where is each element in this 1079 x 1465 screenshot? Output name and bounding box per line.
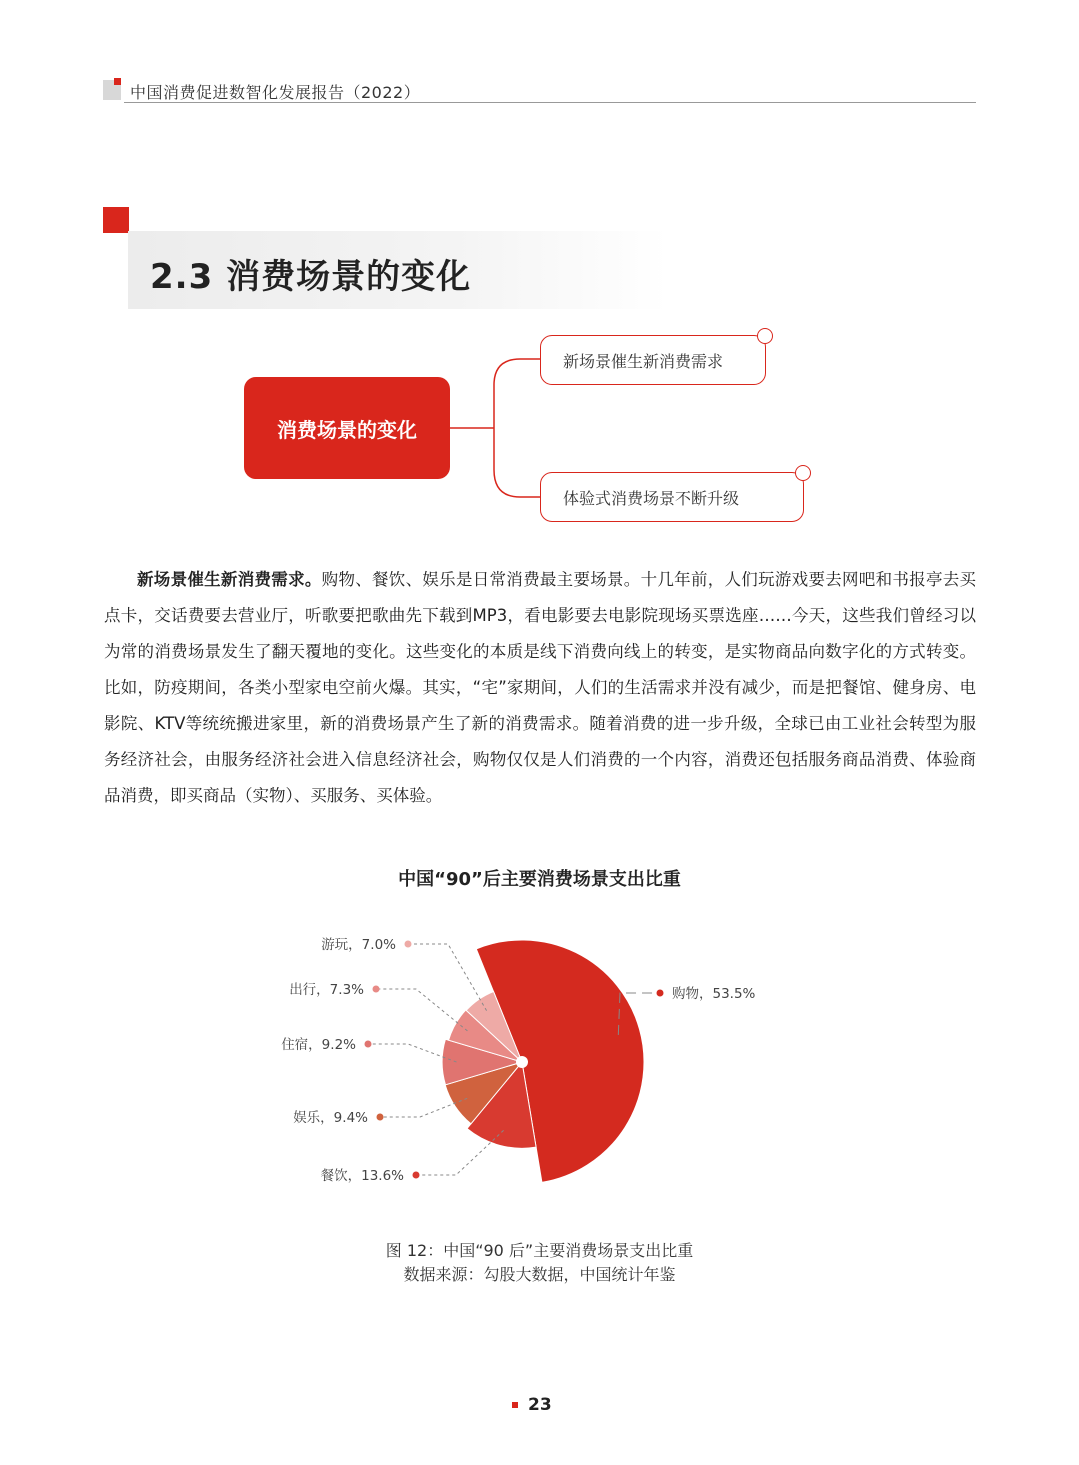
header-title: 中国消费促进数智化发展报告（2022） <box>130 83 421 102</box>
figure-caption: 图 12：中国“90 后”主要消费场景支出比重 <box>385 1241 694 1260</box>
pie-label-dot-住宿 <box>365 1041 372 1048</box>
mindmap-branch-1-label: 新场景催生新消费需求 <box>563 351 724 371</box>
mindmap-branch-2-label: 体验式消费场景不断升级 <box>563 488 740 508</box>
pie-label-dot-购物 <box>657 990 664 997</box>
pie-leader-出行 <box>376 989 467 1031</box>
pie-label-dot-出行 <box>373 986 380 993</box>
pie-label-娱乐: 娱乐，9.4% <box>293 1110 368 1126</box>
pie-label-出行: 出行，7.3% <box>289 982 364 998</box>
pie-label-dot-游玩 <box>405 941 412 948</box>
pie-label-dot-餐饮 <box>413 1172 420 1179</box>
body-lead: 新场景催生新消费需求。 <box>137 570 322 589</box>
pie-center-dot <box>516 1056 528 1068</box>
page-number: 23 <box>528 1395 552 1415</box>
chart-title: 中国“90”后主要消费场景支出比重 <box>398 869 681 890</box>
mindmap-root: 消费场景的变化 <box>244 377 450 479</box>
page-number-mark <box>512 1402 518 1408</box>
pie-leader-游玩 <box>408 944 487 1011</box>
pie-label-游玩: 游玩，7.0% <box>321 937 396 953</box>
pie-label-购物: 购物，53.5% <box>672 986 756 1002</box>
section-title: 2.3 消费场景的变化 <box>150 257 472 297</box>
pie-label-餐饮: 餐饮，13.6% <box>320 1168 404 1184</box>
pie-label-住宿: 住宿，9.2% <box>281 1037 356 1053</box>
figure-source: 数据来源：勾股大数据，中国统计年鉴 <box>403 1265 676 1284</box>
pie-label-dot-娱乐 <box>377 1114 384 1121</box>
body-text: 购物、餐饮、娱乐是日常消费最主要场景。十几年前，人们玩游戏要去网吧和书报亭去买点卡，交话费要去营业厅，听歌要把歌曲先下载到MP3，看电影要去电影院现场买票选座……今天，这些我们曾经习以为常的消费场景发生了翻天覆地的变化。这些变化的本质是线下消费向线上的转变，是实物商品向数字化的方式转变。比如，防疫期间，各类小型家电空前火爆。其实，“宅”家期间，人们的生活需求并没有减少，而是把餐馆、健身房、电影院、KTV等统统搬进家里，新的消费场景产生了新的消费需求。随着消费的进一步升级，全球已由工业社会转型为服务经济社会，由服务经济社会进入信息经济社会，购物仅仅是人们消费的一个内容，消费还包括服务商品消费、体验商品消费，即买商品（实物）、买服务、买体验。 <box>104 570 977 805</box>
